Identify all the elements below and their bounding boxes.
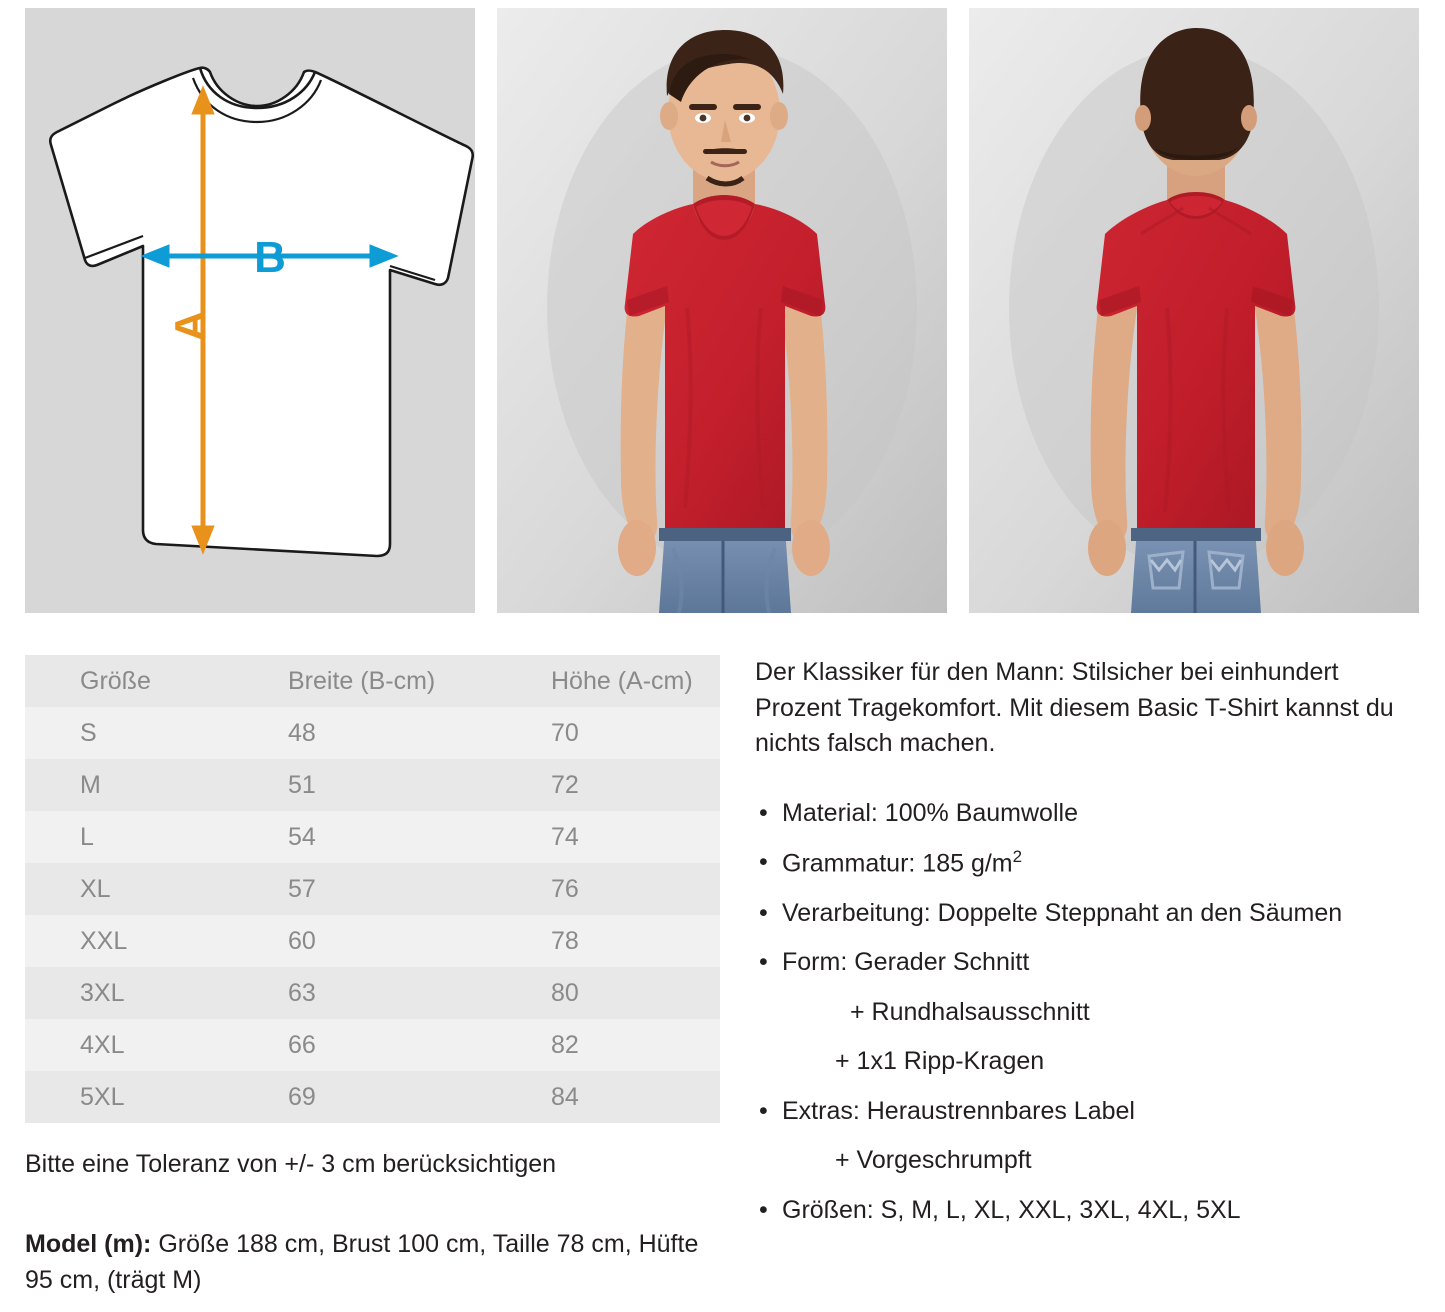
feature-text: + 1x1 Ripp-Kragen bbox=[835, 1047, 1045, 1076]
table-row bbox=[25, 915, 720, 967]
column-header-width: Breite (B-cm) bbox=[288, 666, 436, 695]
width-label: B bbox=[254, 233, 286, 282]
feature-text: Form: Gerader Schnitt bbox=[782, 948, 1030, 977]
feature-material bbox=[755, 796, 1425, 832]
feature-fit-sub-neckline bbox=[755, 995, 1425, 1031]
tshirt-schematic bbox=[25, 8, 475, 613]
cell-height: 76 bbox=[551, 874, 579, 903]
feature-weight bbox=[755, 845, 1425, 882]
feature-list bbox=[755, 796, 1425, 1229]
bullet-icon: • bbox=[759, 1195, 768, 1224]
cell-size: S bbox=[80, 718, 97, 747]
cell-size: XL bbox=[80, 874, 111, 903]
image-row bbox=[25, 8, 1420, 613]
cell-width: 48 bbox=[288, 718, 316, 747]
feature-text: + Rundhalsausschnitt bbox=[850, 997, 1090, 1026]
column-header-height: Höhe (A-cm) bbox=[551, 666, 693, 695]
cell-width: 63 bbox=[288, 978, 316, 1007]
cell-height: 82 bbox=[551, 1030, 579, 1059]
size-table bbox=[25, 655, 720, 1123]
feature-text: Material: 100% Baumwolle bbox=[782, 798, 1078, 827]
bullet-icon: • bbox=[759, 948, 768, 977]
feature-sizes bbox=[755, 1193, 1425, 1229]
cell-height: 74 bbox=[551, 822, 579, 851]
cell-width: 54 bbox=[288, 822, 316, 851]
cell-height: 84 bbox=[551, 1082, 579, 1111]
photo-back bbox=[969, 8, 1419, 613]
feature-finishing bbox=[755, 896, 1425, 932]
model-label: Model (m): bbox=[25, 1230, 152, 1258]
model-front-illustration bbox=[497, 8, 947, 613]
cell-height: 70 bbox=[551, 718, 579, 747]
cell-width: 66 bbox=[288, 1030, 316, 1059]
feature-fit bbox=[755, 945, 1425, 981]
model-measurements: Größe 188 cm, Brust 100 cm, Taille 78 cm, Hüfte 95 cm, (trägt M) bbox=[25, 1230, 699, 1294]
table-row bbox=[25, 759, 720, 811]
cell-size: M bbox=[80, 770, 101, 799]
table-row bbox=[25, 863, 720, 915]
cell-width: 51 bbox=[288, 770, 316, 799]
photo-front bbox=[497, 8, 947, 613]
feature-extras bbox=[755, 1094, 1425, 1130]
table-row bbox=[25, 967, 720, 1019]
height-label: A bbox=[166, 310, 215, 342]
cell-width: 60 bbox=[288, 926, 316, 955]
tolerance-note: Bitte eine Toleranz von +/- 3 cm berücksichtigen bbox=[25, 1150, 557, 1178]
table-row bbox=[25, 707, 720, 759]
cell-width: 69 bbox=[288, 1082, 316, 1111]
size-table-body bbox=[25, 707, 720, 1123]
feature-fit-sub-collar bbox=[755, 1044, 1425, 1080]
feature-text: Größen: S, M, L, XL, XXL, 3XL, 4XL, 5XL bbox=[782, 1195, 1241, 1224]
description-intro: Der Klassiker für den Mann: Stilsicher bei einhundert Prozent Tragekomfort. Mit diesem Basic T-Shirt kannst du nichts falsch machen. bbox=[755, 658, 1394, 757]
feature-superscript: 2 bbox=[1012, 847, 1023, 866]
cell-size: XXL bbox=[80, 926, 128, 955]
table-header-row bbox=[25, 655, 720, 707]
size-table-head bbox=[25, 655, 720, 707]
bullet-icon: • bbox=[759, 798, 768, 827]
table-row bbox=[25, 811, 720, 863]
bullet-icon: • bbox=[759, 848, 768, 876]
product-description bbox=[755, 655, 1425, 1242]
feature-text: Grammatur: 185 g/m bbox=[782, 849, 1013, 878]
feature-text: Extras: Heraustrennbares Label bbox=[782, 1096, 1135, 1125]
column-header-size: Größe bbox=[80, 666, 151, 695]
table-row bbox=[25, 1019, 720, 1071]
cell-size: L bbox=[80, 822, 94, 851]
model-info bbox=[25, 1227, 725, 1298]
feature-extras-sub-preshrunk bbox=[755, 1143, 1425, 1179]
cell-size: 5XL bbox=[80, 1082, 125, 1111]
cell-width: 57 bbox=[288, 874, 316, 903]
cell-height: 78 bbox=[551, 926, 579, 955]
feature-text: + Vorgeschrumpft bbox=[835, 1146, 1032, 1175]
model-back-illustration bbox=[969, 8, 1419, 613]
bullet-icon: • bbox=[759, 1096, 768, 1125]
cell-size: 3XL bbox=[80, 978, 125, 1007]
table-row bbox=[25, 1071, 720, 1123]
feature-text: Verarbeitung: Doppelte Steppnaht an den Säumen bbox=[782, 898, 1343, 927]
cell-height: 72 bbox=[551, 770, 579, 799]
cell-size: 4XL bbox=[80, 1030, 125, 1059]
tech-drawing-card bbox=[25, 8, 475, 613]
bullet-icon: • bbox=[759, 898, 768, 927]
cell-height: 80 bbox=[551, 978, 579, 1007]
